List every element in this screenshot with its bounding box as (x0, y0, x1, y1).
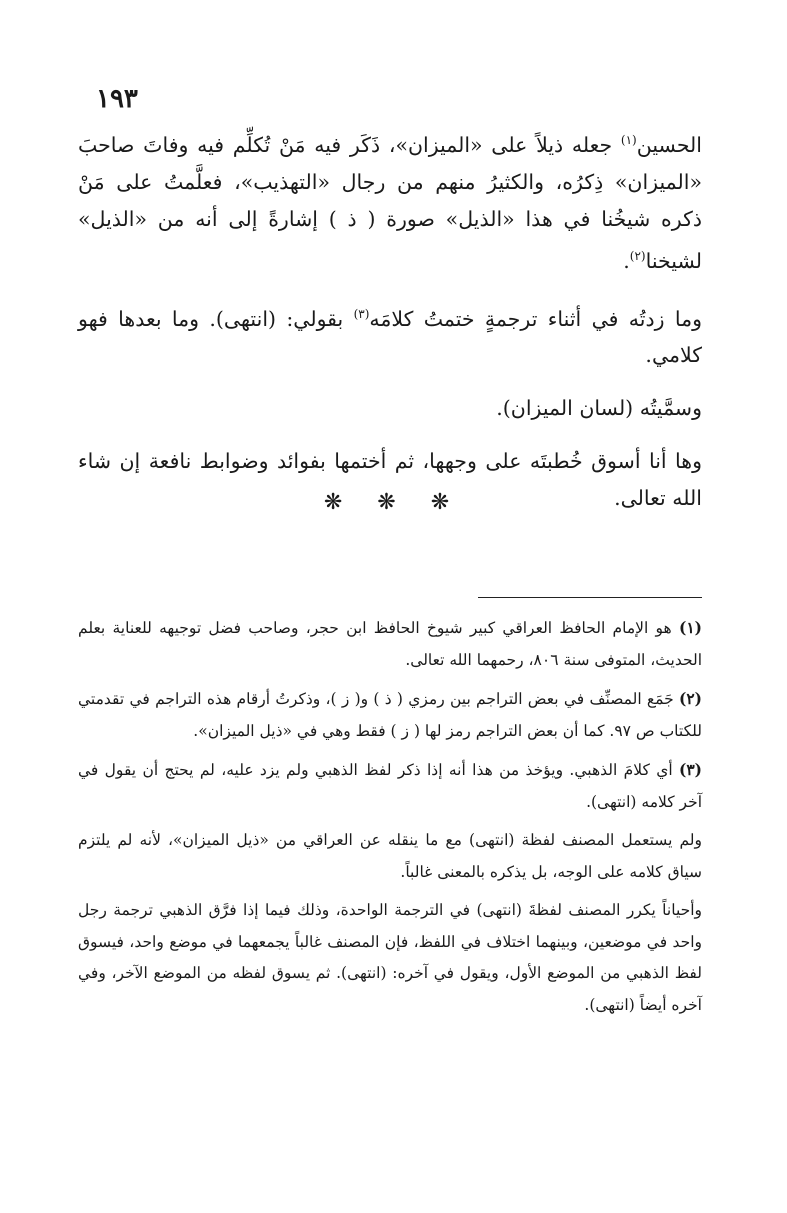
footnote-2 (78, 683, 702, 747)
footnote-1 (78, 612, 702, 676)
paragraph-2-text-b: بقولي: (انتهى). وما بعدها فهو كلامي. (78, 306, 702, 368)
footnote-text: هو الإمام الحافظ العراقي كبير شيوخ الحافظ ابن حجر، وصاحب فضل توجيهه للعناية بعلم الحديث، المتوفى سنة ٨٠٦، رحمهما الله تعالى. (78, 619, 702, 669)
footnote-text: وأحياناً يكرر المصنف لفظةَ (انتهى) في الترجمة الواحدة، وذلك فيما إذا فرَّق الذهبي ترجمة رجل واحد في موضعين، وبينهما اختلاف في اللفظ، فإن المصنف غالباً يجمعهما في موضع واحد، فيسوق لفظ الذهبي من الموضع الأول، ويقول في آخره: (انتهى). ثم يسوق لفظه من الموضع الآخر، وفي آخره أيضاً (انتهى). (78, 901, 702, 1014)
paragraph-2 (78, 296, 702, 375)
paragraph-1-text-b: جعله ذيلاً على «الميزان»، ذَكَر فيه مَنْ تُكلِّم فيه وفاتَ صاحبَ «الميزان» ذِكرُه، والكثيرُ منهم من رجال «التهذيب»، فعلَّمتُ على مَنْ ذكره شيخُنا في هذا «الذيل» صورة ( ذ ) إشارةً إلى أنه من «الذيل» لشيخنا (78, 132, 702, 273)
footnote-marker: (٢) (678, 689, 702, 708)
footnote-ref-3: (٣) (353, 306, 370, 321)
footnote-3-continued-b (78, 895, 702, 1021)
paragraph-1-text-c: . (623, 248, 630, 273)
footnote-marker: (١) (678, 618, 702, 637)
paragraph-1-text-a: الحسين (636, 132, 702, 157)
section-separator: ❋ ❋ ❋ (323, 490, 464, 515)
page-number: ١٩٣ (96, 84, 138, 114)
footnote-3-continued-a (78, 825, 702, 888)
footnote-divider (478, 597, 702, 598)
footnote-text: ولم يستعمل المصنف لفظة (انتهى) مع ما ينقله عن العراقي من «ذيل الميزان»، لأنه لم يلتزم سياق كلامه على الوجه، بل يذكره بالمعنى غالباً. (78, 831, 702, 881)
paragraph-3: وسمَّيتُه (لسان الميزان). (496, 396, 702, 421)
paragraph-1 (78, 122, 702, 280)
paragraph-2-text-a: وما زدتُه في أثناء ترجمةٍ ختمتُ كلامَه (369, 306, 702, 331)
footnote-text: أي كلامَ الذهبي. ويؤخذ من هذا أنه إذا ذكر لفظ الذهبي ولم يزد عليه، لم يحتج أن يقول في آخر كلامه (انتهى). (78, 761, 702, 811)
footnote-ref-2: (٢) (629, 248, 646, 263)
footnote-ref-1: (١) (620, 133, 637, 147)
footnote-marker: (٣) (678, 760, 702, 779)
main-text (78, 122, 702, 533)
footnotes (78, 612, 702, 1028)
footnote-3 (78, 754, 702, 818)
paragraph-4: وها أنا أسوق خُطبتَه على وجهها، ثم أختمها بفوائد وضوابط نافعة إن شاء الله تعالى. (78, 449, 702, 511)
footnote-text: جَمَع المصنِّف في بعض التراجم بين رمزي ( ذ ) و( ز )، وذكرتُ أرقام هذه التراجم في تقدمتي للكتاب ص ٩٧. كما أن بعض التراجم رمز لها ( ز ) فقط وهي في «ذيل الميزان». (78, 690, 702, 740)
